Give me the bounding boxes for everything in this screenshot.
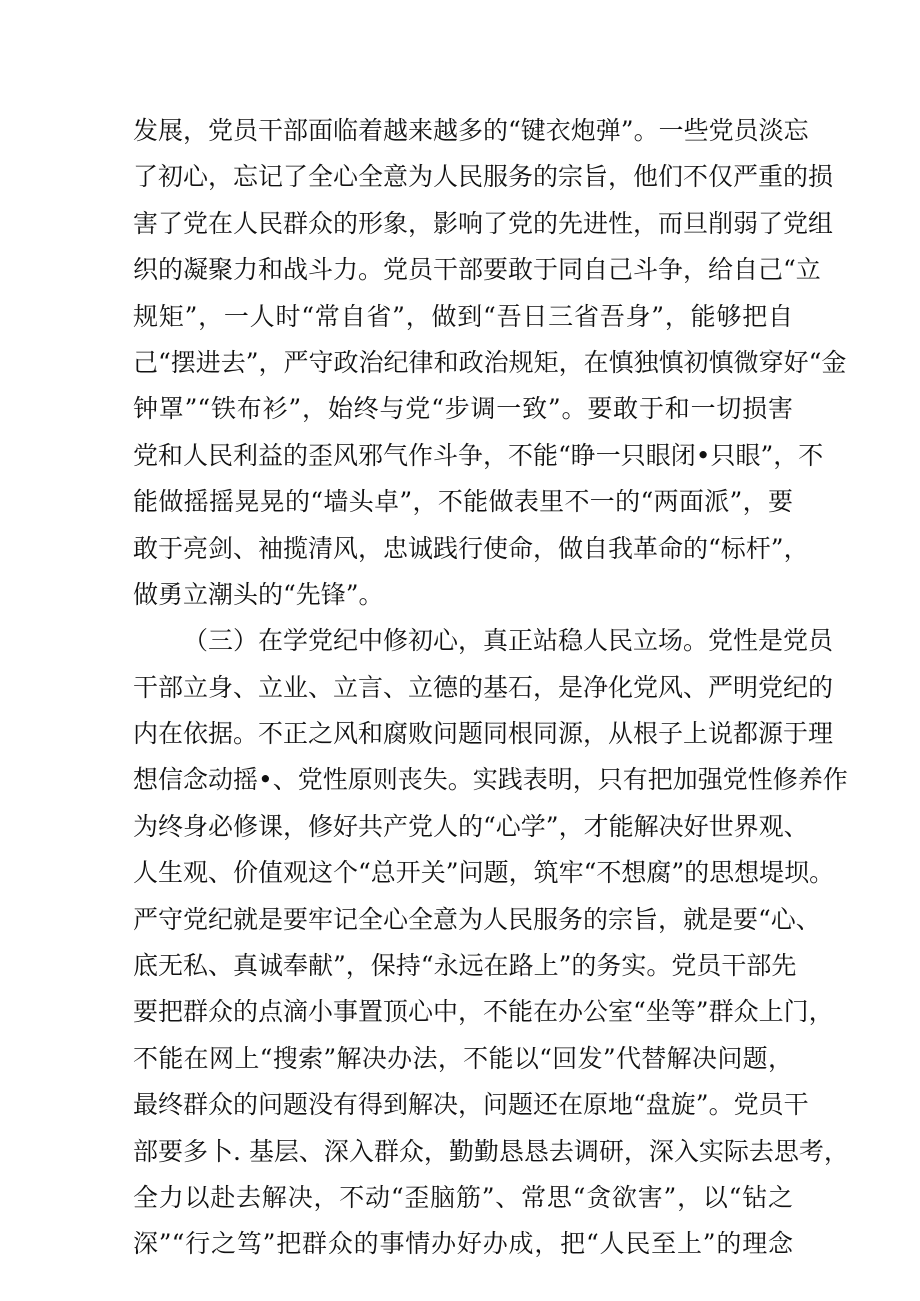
section-heading-line: （三）在学党纪中修初心，真正站稳人民立场。党性是党员 [183, 626, 834, 656]
text-line: 干部立身、立业、立言、立德的基石，是净化党风、严明党纪的 [133, 672, 834, 702]
text-line: 织的凝聚力和战斗力。党员干部要敢于同自己斗争，给自己“立 [133, 255, 821, 285]
text-line: 能做摇摇晃晃的“墙头卓”，不能做表里不一的“两面派”，要 [133, 487, 793, 517]
text-line: 党和人民利益的歪风邪气作斗争，不能“睁一只眼闭•只眼”，不 [133, 440, 824, 470]
text-line: 部要多卜. 基层、深入群众，勤勤恳恳去调研，深入实际去思考， [133, 1136, 849, 1166]
text-line: 深”“行之笃”把群众的事情办好办成，把“人民至上”的理念 [133, 1229, 793, 1259]
text-line: 全力以赴去解决，不动“歪脑筋”、常思“贪欲害”，以“钻之 [133, 1182, 793, 1212]
text-line: 不能在网上“搜索”解决办法，不能以“回发”代替解决问题， [133, 1043, 793, 1073]
text-line: 最终群众的问题没有得到解决，问题还在原地“盘旋”。党员干 [133, 1090, 809, 1120]
text-line: 要把群众的点滴小事置顶心中，不能在办公室“坐等”群众上门， [133, 997, 834, 1027]
text-line: 为终身必修课，修好共产党人的“心学”，才能解决好世界观、 [133, 811, 809, 841]
text-line: 规矩”，一人时“常自省”，做到“吾日三省吾身”，能够把自 [133, 301, 793, 331]
text-line: 人生观、价值观这个“总开关”问题，筑牢“不想腐”的思想堤坝。 [133, 858, 835, 888]
text-line: 了初心，忘记了全心全意为人民服务的宗旨，他们不仅严重的损 [133, 162, 834, 192]
body-text [133, 108, 849, 1268]
text-line: 严守党纪就是要牢记全心全意为人民服务的宗旨，就是要“心、 [133, 904, 821, 934]
text-line: 底无私、真诚奉献”，保持“永远在路上”的务实。党员干部先 [133, 951, 797, 981]
text-line: 内在依据。不正之风和腐败问题同根同源，从根子上说都源于理 [133, 719, 834, 749]
text-line: 己“摆进去”，严守政治纪律和政治规矩，在慎独慎初慎微穿好“金 [133, 347, 847, 377]
text-line: 敢于亮剑、袖揽清风，忠诚践行使命，做自我革命的“标杆”， [133, 533, 809, 563]
text-line: 害了党在人民群众的形象，影响了党的先进性，而旦削弱了党组 [133, 208, 834, 238]
text-line: 发展，党员干部面临着越来越多的“键衣炮弹”。一些党员淡忘 [133, 116, 809, 145]
text-line: 钟罩”“铁布衫”，始终与党“步调一致”。要敢于和一切损害 [133, 394, 793, 424]
text-line: 想信念动摇•、党性原则丧失。实践表明，只有把加强党性修养作 [133, 765, 848, 795]
paragraph-end-line: 做勇立潮头的“先锋”。 [133, 579, 384, 609]
